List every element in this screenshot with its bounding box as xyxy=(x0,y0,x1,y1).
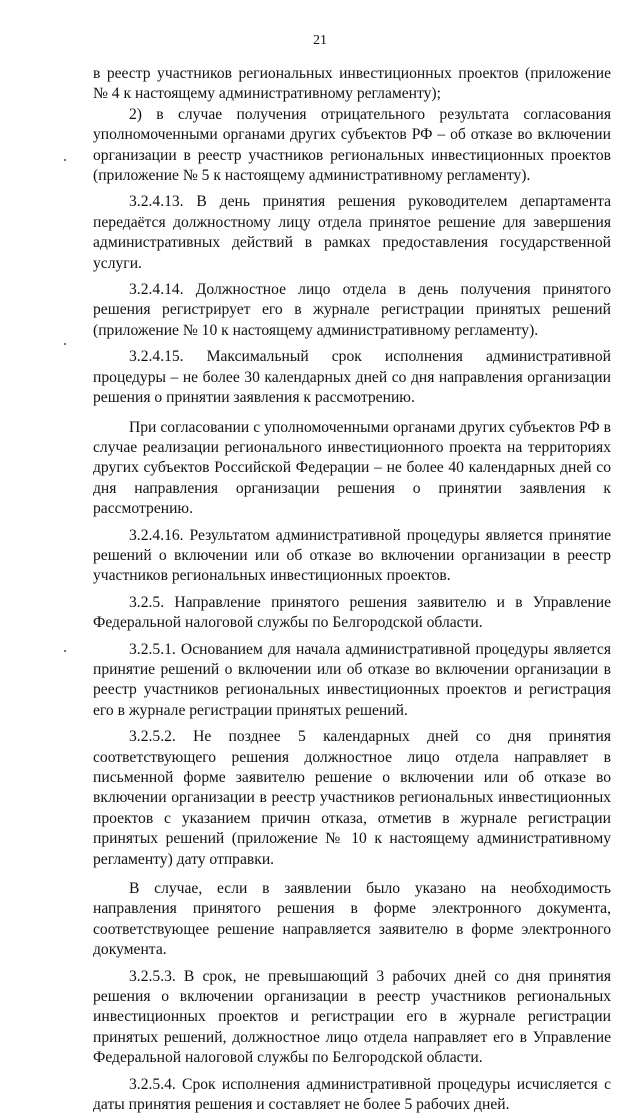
paragraph: 3.2.4.16. Результатом административной процедуры является принятие решений о включении или об отказе во включении организации в реестр участников региональных инвестиционных проектов. xyxy=(93,526,611,585)
page-number: 21 xyxy=(313,33,327,48)
paragraph: 3.2.4.15. Максимальный срок исполнения административной процедуры – не более 30 календарных дней со дня направления организации решения о принятии заявления к рассмотрению. xyxy=(93,348,611,407)
paragraph: 3.2.5.2. Не позднее 5 календарных дней со дня принятия соответствующего решения должностное лицо отдела направляет в письменной форме заявителю решение о включении или об отказе во включении организации в реестр участников региональных инвестиционных проектов с указанием причин отказа, отметив в журнале регистрации принятых решений (приложение № 10 к настоящему административному регламенту) дату отправки. xyxy=(93,728,611,868)
paragraph: В случае, если в заявлении было указано на необходимость направления принятого решения в форме электронного документа, соответствующее решение направляется заявителю в форме электронного документа. xyxy=(93,880,611,959)
paragraph: 3.2.5.3. В срок, не превышающий 3 рабочих дней со дня принятия решения о включении организации в реестр участников региональных инвестиционных проектов и регистрации его в журнале регистрации принятых решений, должностное лицо отдела направляет его в Управление Федеральной налоговой службы по Белгородской области. xyxy=(93,967,611,1067)
paragraph: 3.2.5.4. Срок исполнения административной процедуры исчисляется с даты принятия решения и составляет не более 5 рабочих дней. xyxy=(93,1075,611,1114)
paragraph: 3.2.4.14. Должностное лицо отдела в день получения принятого решения регистрирует его в журнале регистрации принятых решений (приложение № 10 к настоящему административному регламенту). xyxy=(93,281,611,339)
paragraph: в реестр участников региональных инвестиционных проектов (приложение № 4 к настоящему административному регламенту); xyxy=(93,65,611,103)
paragraph: При согласовании с уполномоченными органами других субъектов РФ в случае реализации регионального инвестиционного проекта на территориях других субъектов Российской Федерации – не более 40 календарных дней со дня направления организации решения о принятии заявления к рассмотрению. xyxy=(93,418,611,518)
paragraph: 2) в случае получения отрицательного результата согласования уполномоченными органами других субъектов РФ – об отказе во включении организации в реестр участников региональных инвестиционных проектов (приложение № 5 к настоящему административному регламенту). xyxy=(93,105,611,185)
document-body xyxy=(93,64,611,1116)
margin-mark xyxy=(64,159,66,161)
paragraph: 3.2.5. Направление принятого решения заявителю и в Управление Федеральной налоговой службы по Белгородской области. xyxy=(93,593,611,632)
margin-mark xyxy=(64,650,66,652)
paragraph: 3.2.5.1. Основанием для начала административной процедуры является принятие решений о включении или об отказе во включении организации в реестр участников региональных инвестиционных проектов и регистрация его в журнале регистрации принятых решений. xyxy=(93,640,611,719)
margin-mark xyxy=(64,343,66,345)
paragraph: 3.2.4.13. В день принятия решения руководителем департамента передаётся должностному лицу отдела принятое решение для завершения административных действий в рамках предоставления государственной услуги. xyxy=(93,193,611,272)
